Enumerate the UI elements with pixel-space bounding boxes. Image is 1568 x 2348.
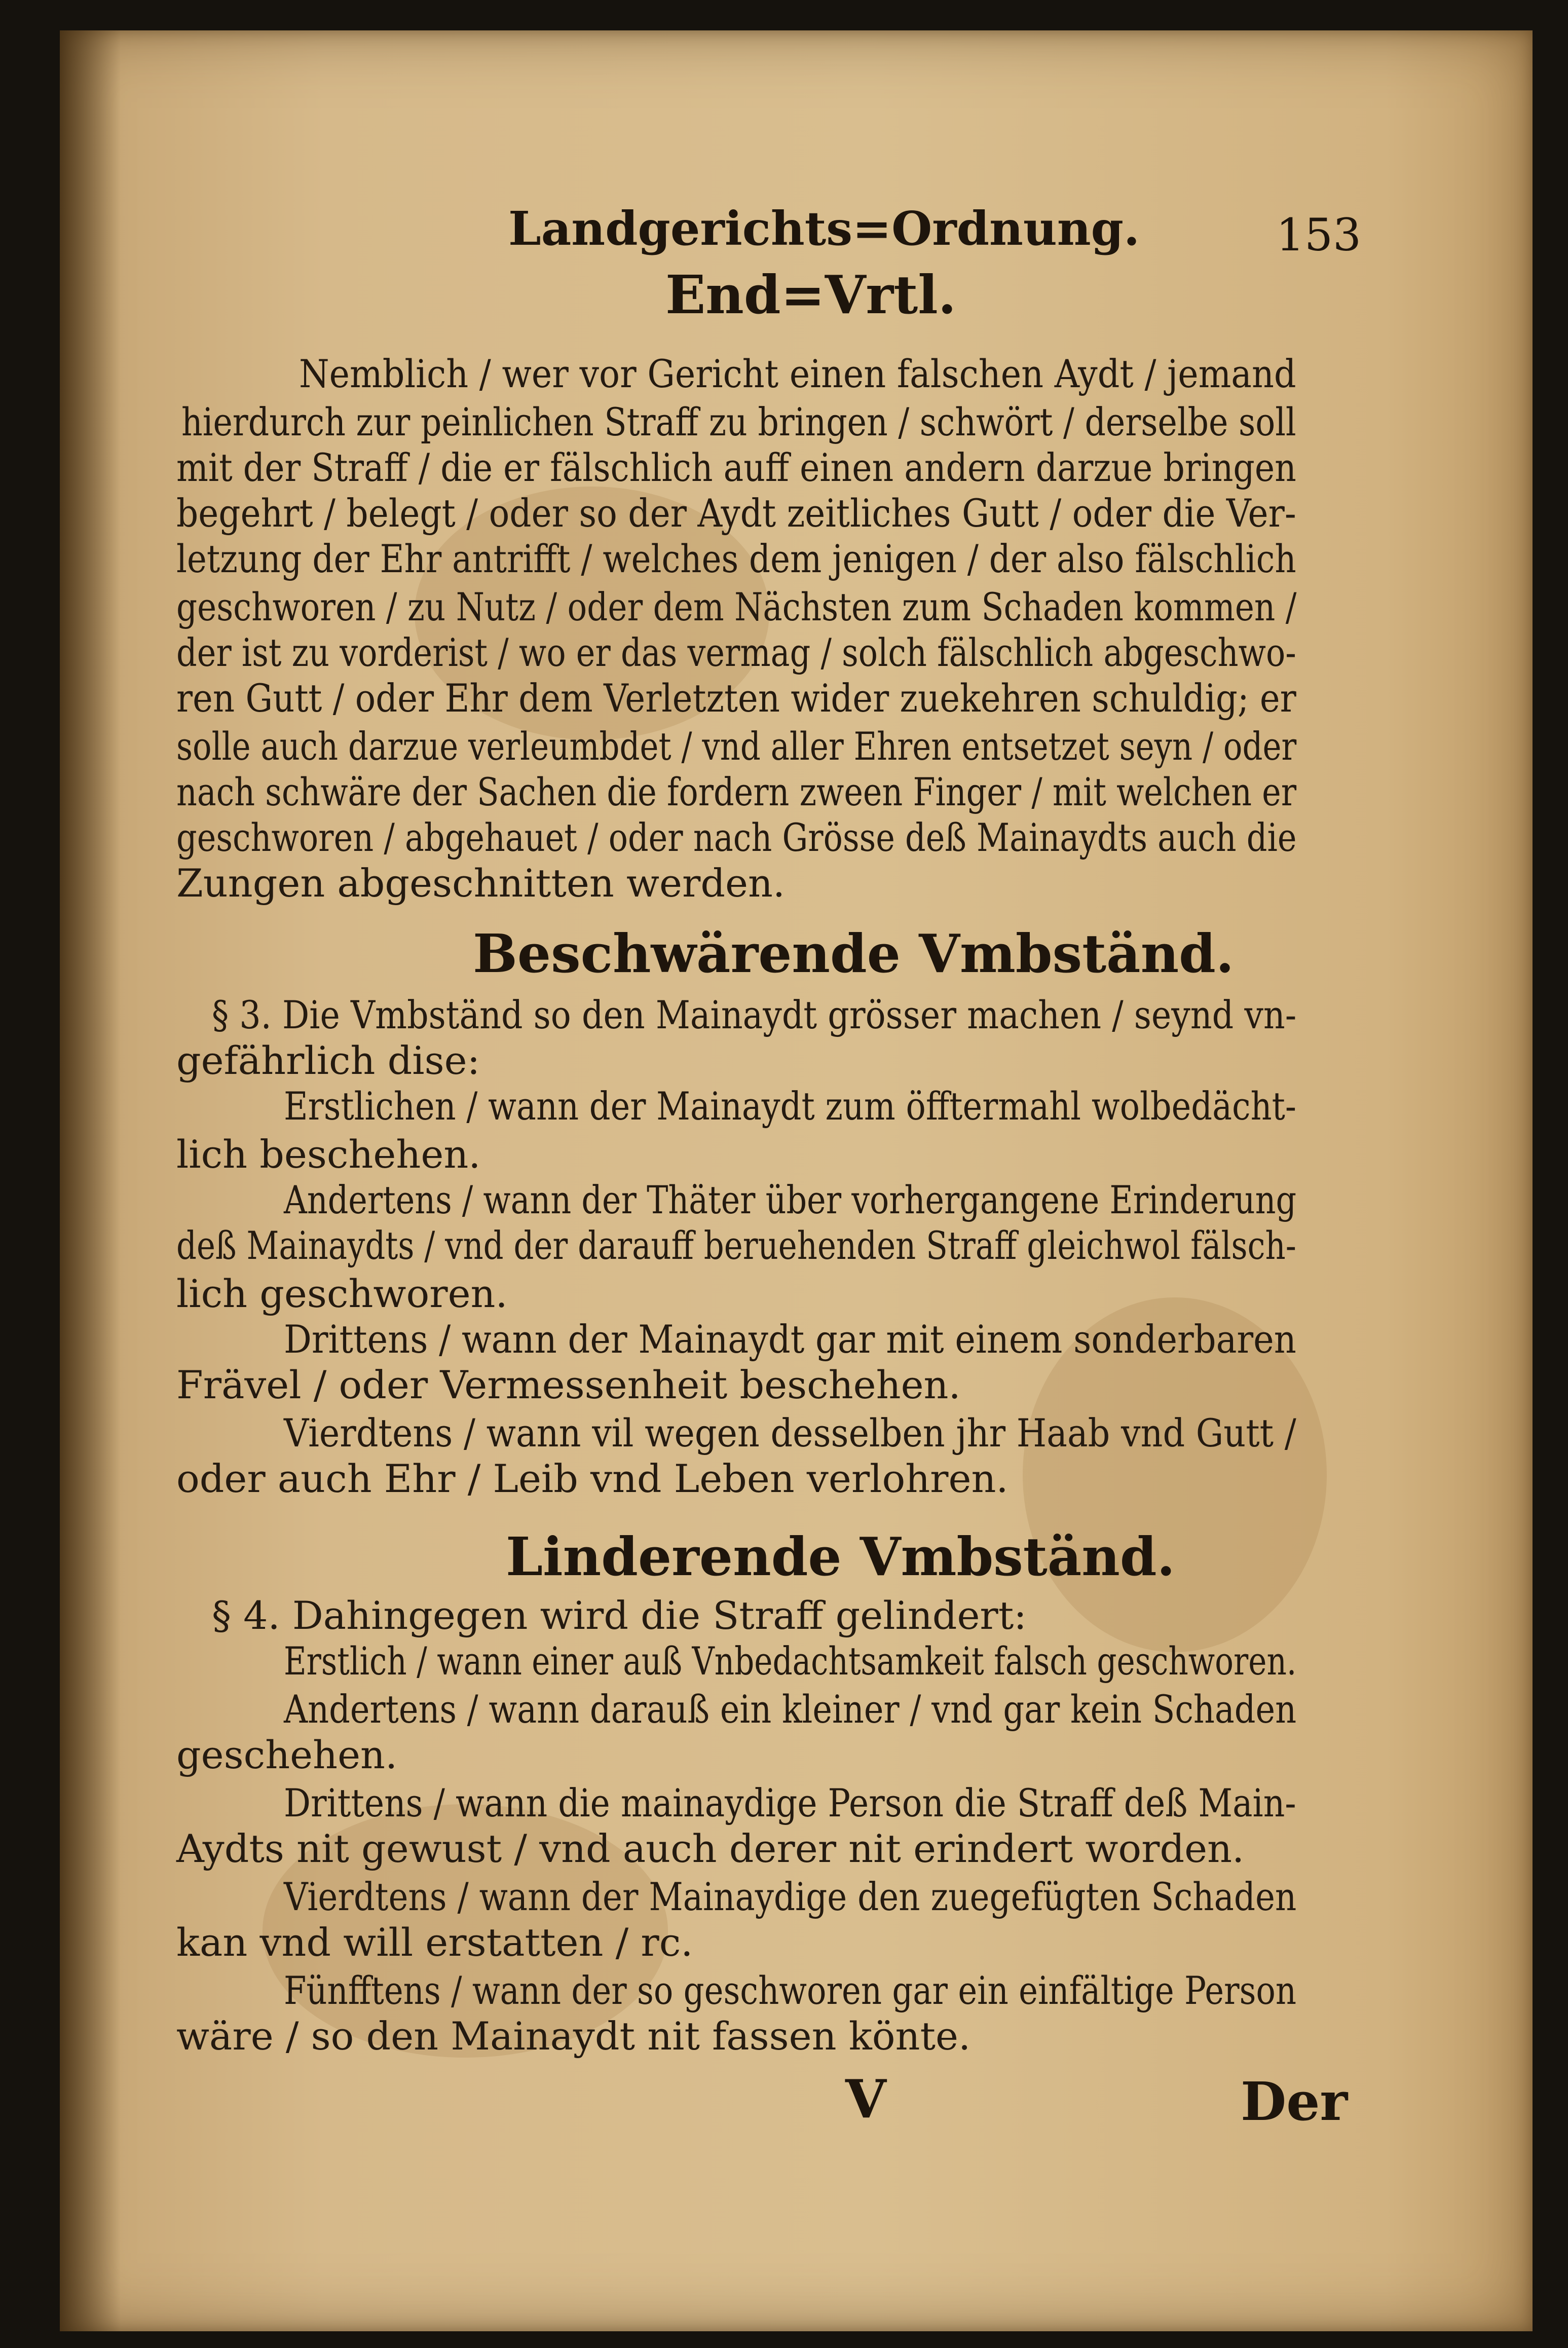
catchword: Der [1241,2070,1348,2133]
text-line: Aydts nit gewust / vnd auch derer nit erindert worden. [176,1826,1245,1871]
text-line: letzung der Ehr antrifft / welches dem jenigen / der also fälschlich [176,536,1296,581]
text-line: nach schwäre der Sachen die fordern zween Finger / mit welchen er [176,769,1297,814]
section-heading-beschwaerende: Beschwärende Vmbständ. [473,922,1235,985]
text-line: ren Gutt / oder Ehr dem Verletzten wider zuekehren schuldig; er [176,676,1296,721]
text-line: geschworen / zu Nutz / oder dem Nächsten zum Schaden kommen / [176,584,1297,629]
text-line: mit der Straff / die er fälschlich auff einen andern darzue bringen [176,445,1296,490]
text-line: Drittens / wann die mainaydige Person die Straff deß Main- [284,1780,1296,1825]
text-line: Frävel / oder Vermessenheit beschehen. [176,1362,961,1407]
page-gutter-shadow [60,30,121,2331]
signature-mark: V [845,2068,886,2130]
text-line: § 4. Dahingegen wird die Straff gelindert: [212,1593,1027,1638]
running-head: Landgerichts=Ordnung. [508,201,1140,256]
section-heading-linderende: Linderende Vmbständ. [506,1525,1175,1588]
text-line: solle auch darzue verleumbdet / vnd aller Ehren entsetzet seyn / oder [176,724,1297,769]
text-line: deß Mainaydts / vnd der darauff beruehenden Straff gleichwol fälsch- [176,1223,1296,1268]
text-line: geschehen. [176,1732,398,1777]
text-line: Zungen abgeschnitten werden. [176,861,786,906]
text-line: geschworen / abgehauet / oder nach Grösse deß Mainaydts auch die [176,815,1297,860]
text-line: Vierdtens / wann vil wegen desselben jhr Haab vnd Gutt / [284,1410,1296,1456]
text-line: Nemblich / wer vor Gericht einen falschen Aydt / jemand [299,351,1296,396]
text-line: lich beschehen. [176,1132,481,1177]
text-line: begehrt / belegt / oder so der Aydt zeitliches Gutt / oder die Ver- [176,491,1296,536]
text-line: Erstlich / wann einer auß Vnbedachtsamkeit falsch geschworen. [284,1638,1297,1684]
text-line: wäre / so den Mainaydt nit fassen könte. [176,2014,971,2059]
page-number: 153 [1276,209,1361,261]
text-line: Fünfftens / wann der so geschworen gar ein einfältige Person [284,1968,1297,2013]
text-line: der ist zu vorderist / wo er das vermag / solch fälschlich abgeschwo- [176,630,1296,675]
text-line: gefährlich dise: [176,1038,480,1083]
text-line: Vierdtens / wann der Mainaydige den zuegefügten Schaden [284,1874,1297,1919]
text-line: lich geschworen. [176,1271,508,1316]
text-line: Erstlichen / wann der Mainaydt zum öfftermahl wolbedächt- [284,1084,1296,1129]
book-page [60,30,1533,2331]
text-line: Drittens / wann der Mainaydt gar mit einem sonderbaren [284,1317,1296,1362]
text-line: Andertens / wann darauß ein kleiner / vnd gar kein Schaden [284,1687,1297,1732]
text-line: kan vnd will erstatten / rc. [176,1920,693,1965]
section-heading-end-urtel: End=Vrtl. [665,264,956,326]
text-line: oder auch Ehr / Leib vnd Leben verlohren. [176,1456,1009,1501]
text-line: § 3. Die Vmbständ so den Mainaydt grösser machen / seynd vn- [212,992,1297,1037]
text-line: hierdurch zur peinlichen Straff zu bringen / schwört / derselbe soll [181,399,1296,444]
text-line: Andertens / wann der Thäter über vorhergangene Erinderung [284,1177,1297,1222]
